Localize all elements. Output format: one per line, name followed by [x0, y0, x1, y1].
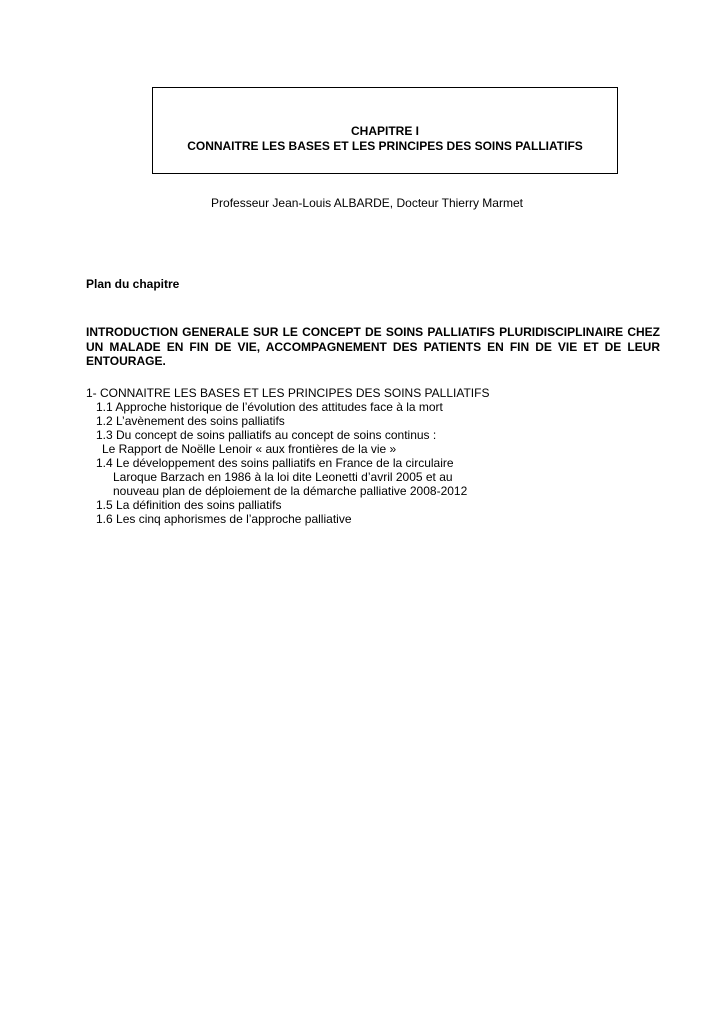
toc-item-1-4: 1.4 Le développement des soins palliatifs en France de la circulaire: [96, 456, 454, 470]
chapter-title-box: [152, 87, 618, 174]
table-of-contents: [86, 386, 666, 526]
toc-item-1-4-continuation: nouveau plan de déploiement de la démarche palliative 2008-2012: [113, 484, 468, 498]
toc-item-1-5: 1.5 La définition des soins palliatifs: [96, 498, 282, 512]
toc-item-1-6: 1.6 Les cinq aphorismes de l’approche palliative: [96, 512, 352, 526]
plan-heading: Plan du chapitre: [86, 277, 180, 291]
toc-item-1-4-continuation: Laroque Barzach en 1986 à la loi dite Leonetti d’avril 2005 et au: [113, 470, 453, 484]
chapter-number: CHAPITRE I: [350, 124, 419, 138]
chapter-title: CONNAITRE LES BASES ET LES PRINCIPES DES SOINS PALLIATIFS: [187, 139, 583, 153]
authors-line: [0, 196, 724, 210]
authors-text: Professeur Jean-Louis ALBARDE, Docteur Thierry Marmet: [211, 196, 523, 210]
toc-item-1-1: 1.1 Approche historique de l’évolution des attitudes face à la mort: [96, 400, 443, 414]
toc-item-1-2: 1.2 L’avènement des soins palliatifs: [96, 414, 285, 428]
toc-item-1-3-continuation: Le Rapport de Noëlle Lenoir « aux frontières de la vie »: [102, 442, 397, 456]
toc-section-1: 1- CONNAITRE LES BASES ET LES PRINCIPES DES SOINS PALLIATIFS: [86, 386, 490, 400]
intro-paragraph: INTRODUCTION GENERALE SUR LE CONCEPT DE SOINS PALLIATIFS PLURIDISCIPLINAIRE CHEZ UN MALADE EN FIN DE VIE, ACCOMPAGNEMENT DES PATIENTS EN FIN DE VIE ET DE LEUR ENTOURAGE.: [86, 325, 660, 368]
toc-item-1-3: 1.3 Du concept de soins palliatifs au concept de soins continus :: [96, 428, 437, 442]
